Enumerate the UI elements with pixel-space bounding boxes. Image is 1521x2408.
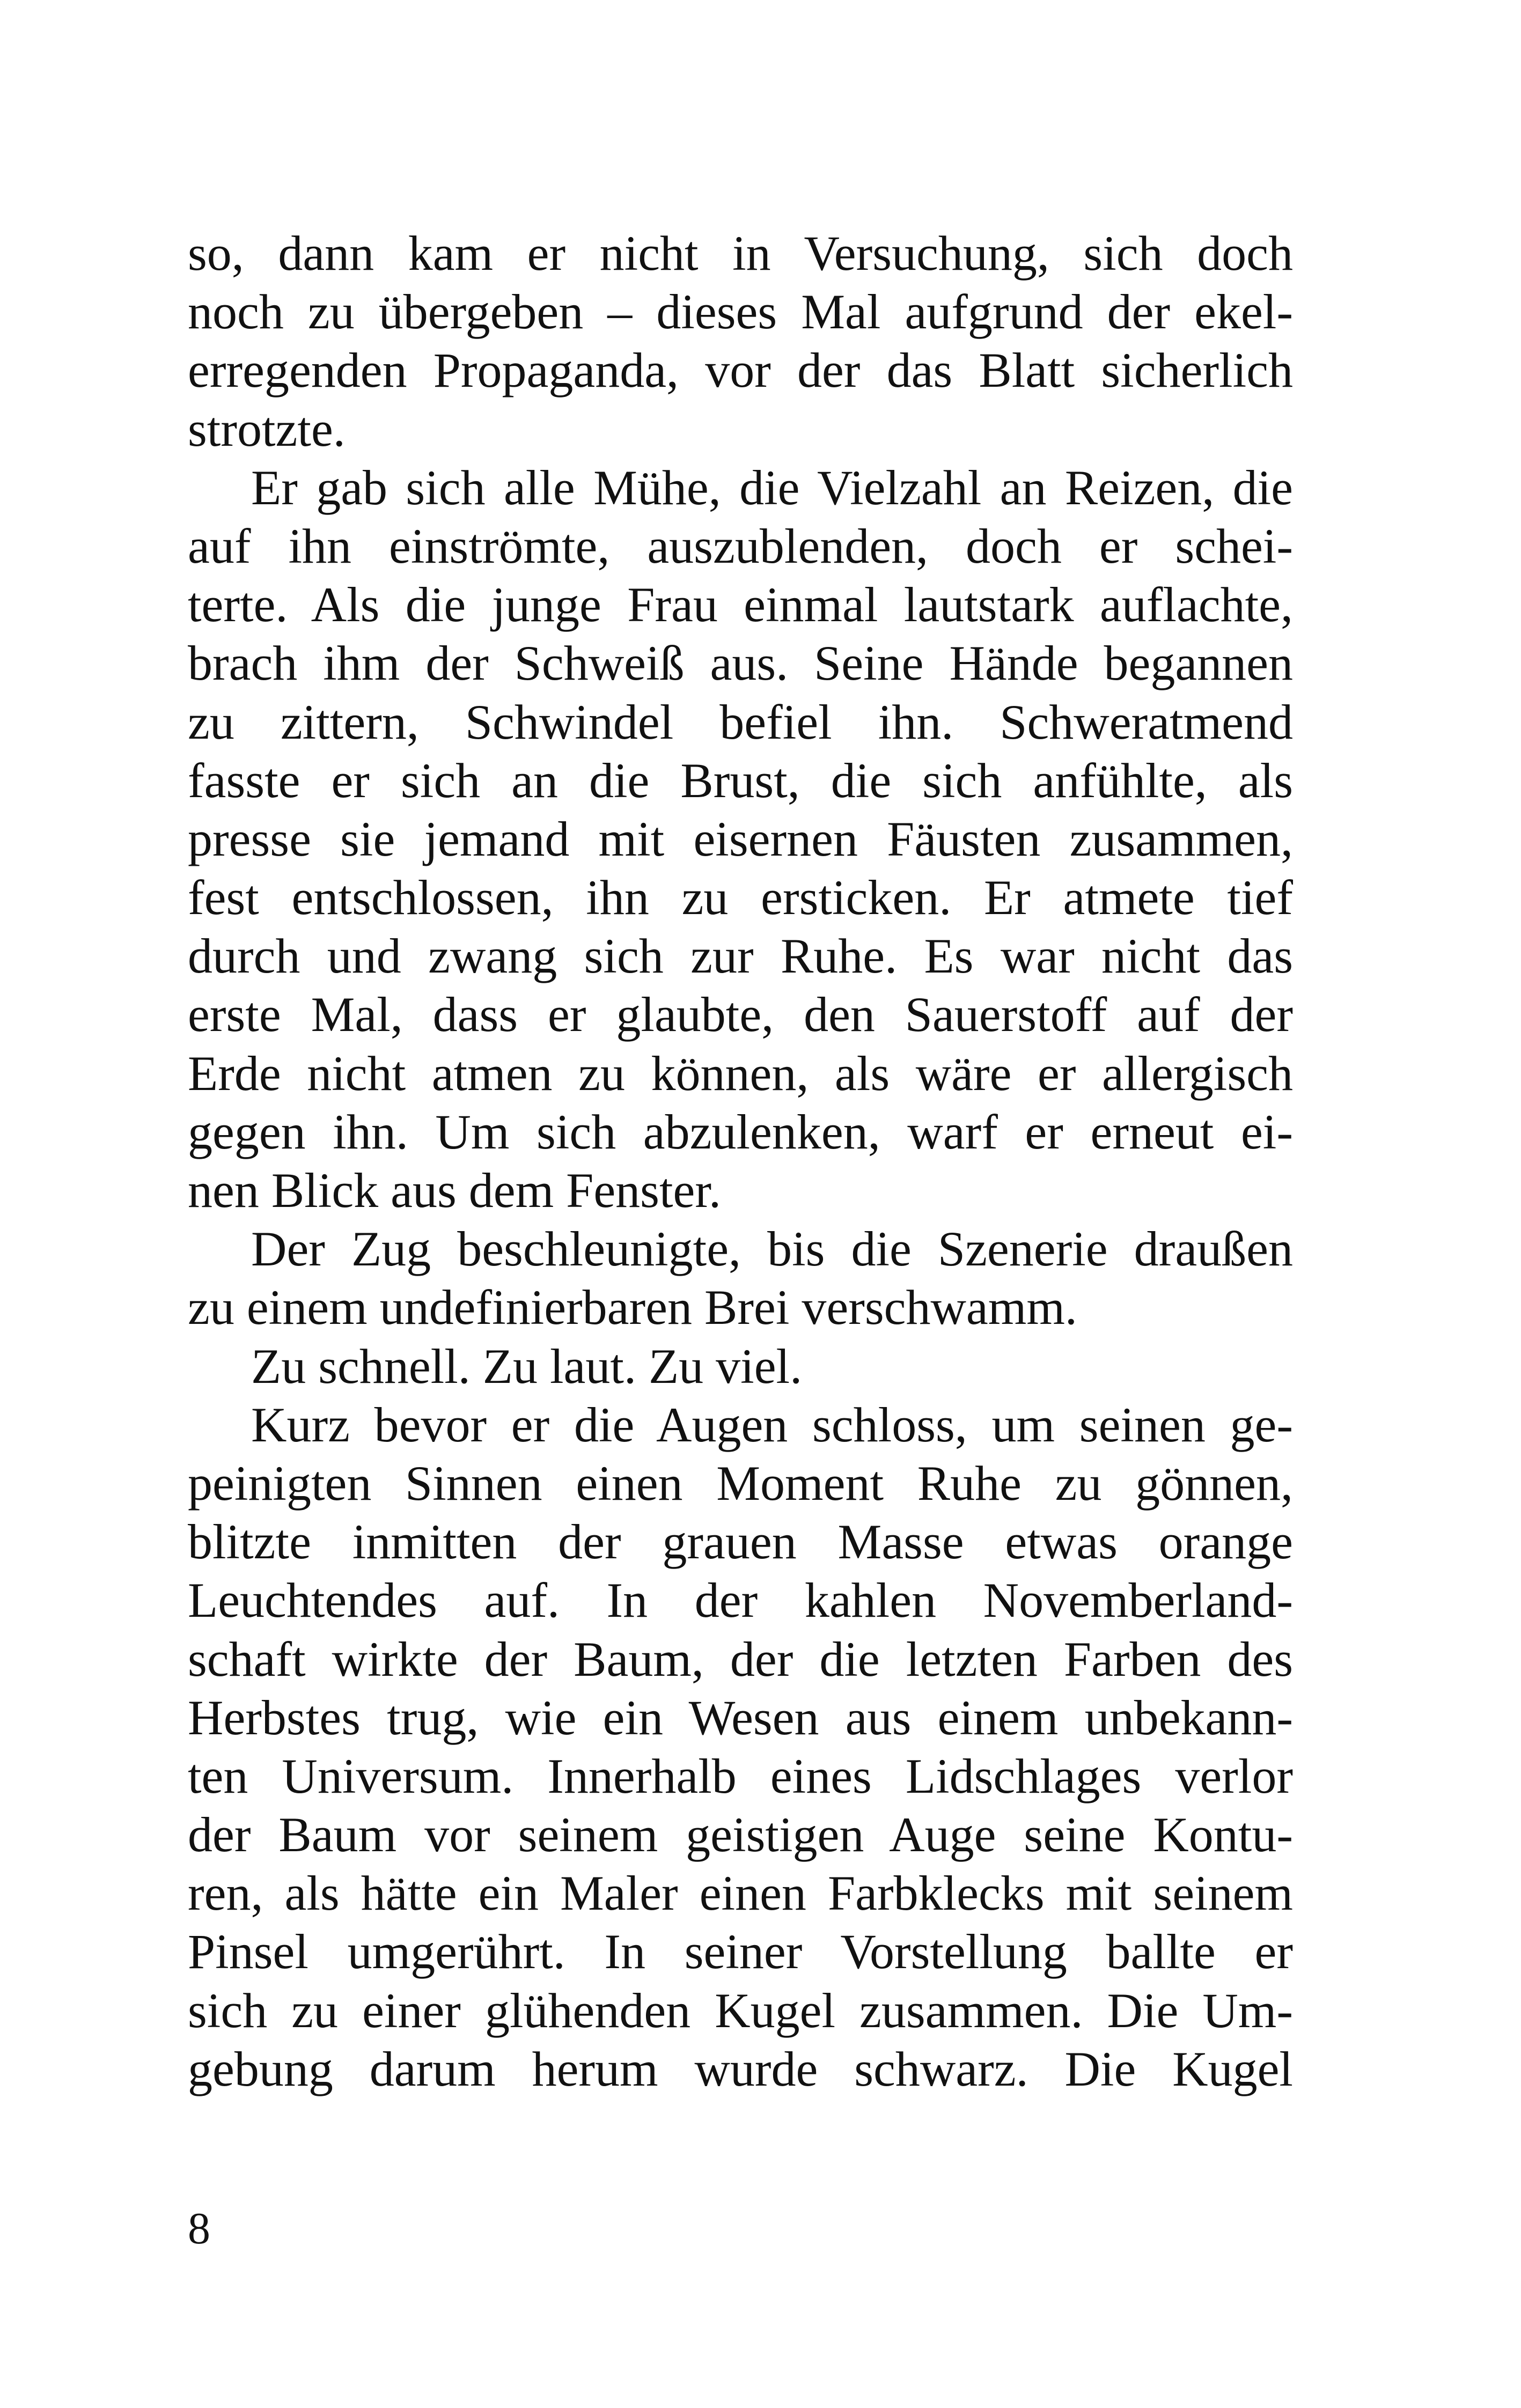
text-line: ren, als hätte ein Maler einen Farbklecks mit seinem <box>188 1866 1293 1921</box>
text-line: Zu schnell. Zu laut. Zu viel. <box>251 1338 803 1394</box>
text-line: auf ihn einströmte, auszublenden, doch er schei- <box>188 518 1293 573</box>
text-line: so, dann kam er nicht in Versuchung, sich doch <box>188 226 1293 281</box>
text-line: Herbstes trug, wie ein Wesen aus einem unbekann- <box>188 1690 1293 1745</box>
text-line: erregenden Propaganda, vor der das Blatt sicherlich <box>188 343 1293 398</box>
text-line: zu einem undefinierbaren Brei verschwamm. <box>188 1280 1077 1335</box>
page-number: 8 <box>188 2204 210 2254</box>
text-line: erste Mal, dass er glaubte, den Sauerstoff auf der <box>188 987 1293 1042</box>
text-line: zu zittern, Schwindel befiel ihn. Schweratmend <box>188 694 1293 749</box>
text-line: fest entschlossen, ihn zu ersticken. Er atmete tief <box>188 870 1293 925</box>
text-line: sich zu einer glühenden Kugel zusammen. Die Um- <box>188 1983 1293 2038</box>
text-line: nen Blick aus dem Fenster. <box>188 1163 721 1218</box>
body-text <box>188 224 1293 2098</box>
text-line: Leuchtendes auf. In der kahlen Novemberland- <box>188 1573 1293 1628</box>
text-line: Kurz bevor er die Augen schloss, um seinen ge- <box>251 1397 1293 1452</box>
text-line: Erde nicht atmen zu können, als wäre er allergisch <box>188 1045 1293 1101</box>
text-line: Der Zug beschleunigte, bis die Szenerie draußen <box>251 1221 1293 1277</box>
text-line: terte. Als die junge Frau einmal lautstark auflachte, <box>188 577 1293 632</box>
text-line: Pinsel umgerührt. In seiner Vorstellung ballte er <box>188 1924 1293 1979</box>
text-line: gebung darum herum wurde schwarz. Die Kugel <box>188 2041 1293 2096</box>
text-line: gegen ihn. Um sich abzulenken, warf er erneut ei- <box>188 1104 1293 1159</box>
text-line: fasste er sich an die Brust, die sich anfühlte, als <box>188 753 1293 808</box>
text-line: presse sie jemand mit eisernen Fäusten zusammen, <box>188 811 1293 866</box>
text-line: schaft wirkte der Baum, der die letzten Farben des <box>188 1631 1293 1687</box>
text-line: strotzte. <box>188 401 346 456</box>
text-line: peinigten Sinnen einen Moment Ruhe zu gönnen, <box>188 1455 1293 1511</box>
text-line: ten Universum. Innerhalb eines Lidschlages verlor <box>188 1748 1293 1803</box>
text-line: der Baum vor seinem geistigen Auge seine Kontu- <box>188 1807 1293 1862</box>
text-line: durch und zwang sich zur Ruhe. Es war nicht das <box>188 929 1293 984</box>
text-line: brach ihm der Schweiß aus. Seine Hände begannen <box>188 636 1293 691</box>
text-line: blitzte inmitten der grauen Masse etwas orange <box>188 1514 1293 1570</box>
text-line: noch zu übergeben – dieses Mal aufgrund der ekel- <box>188 284 1293 340</box>
text-line: Er gab sich alle Mühe, die Vielzahl an Reizen, die <box>251 460 1293 515</box>
